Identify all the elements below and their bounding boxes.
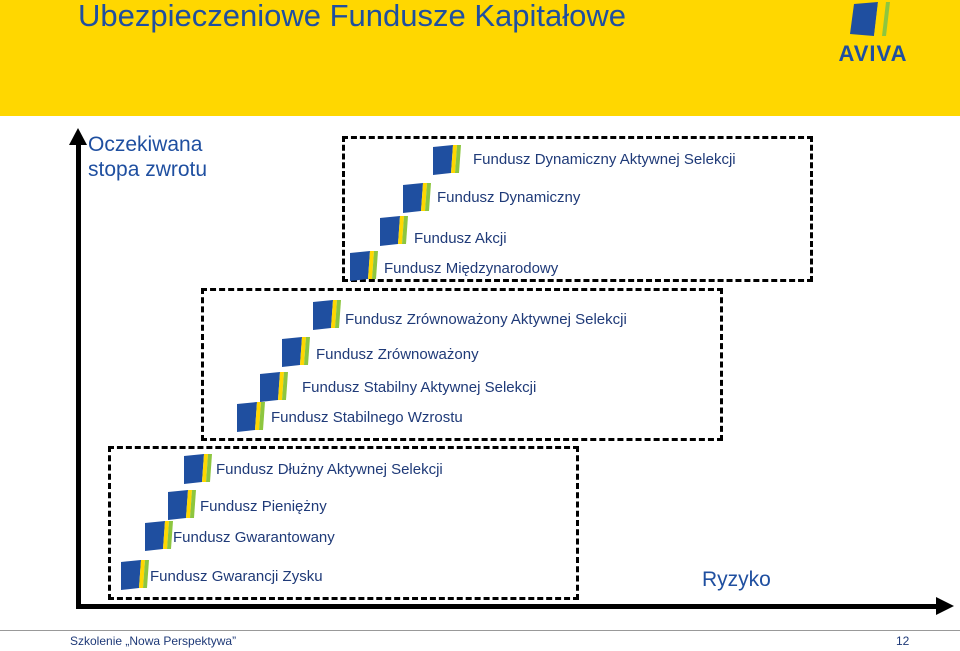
fund-flag-icon bbox=[313, 300, 341, 330]
y-axis bbox=[76, 143, 81, 609]
x-axis bbox=[76, 604, 938, 609]
page-number: 12 bbox=[896, 634, 910, 648]
fund-label: Fundusz Dynamiczny Aktywnej Selekcji bbox=[473, 151, 736, 168]
fund-flag-icon bbox=[237, 402, 265, 432]
fund-label: Fundusz Zrównoważony Aktywnej Selekcji bbox=[345, 311, 627, 328]
header-bar bbox=[0, 0, 960, 116]
fund-flag-icon bbox=[350, 251, 378, 281]
fund-flag-icon bbox=[168, 490, 196, 520]
fund-label: Fundusz Dynamiczny bbox=[437, 189, 581, 206]
fund-label: Fundusz Zrównoważony bbox=[316, 346, 479, 363]
fund-flag-icon bbox=[403, 183, 431, 213]
aviva-logo-text: AVIVA bbox=[838, 41, 908, 66]
fund-flag-icon bbox=[380, 216, 408, 246]
fund-label: Fundusz Stabilnego Wzrostu bbox=[271, 409, 463, 426]
fund-label: Fundusz Międzynarodowy bbox=[384, 260, 559, 277]
fund-flag-icon bbox=[433, 145, 461, 175]
page-title: Ubezpieczeniowe Fundusze Kapitałowe bbox=[78, 0, 626, 33]
fund-flag-icon bbox=[184, 454, 212, 484]
fund-label: Fundusz Stabilny Aktywnej Selekcji bbox=[302, 379, 537, 396]
footer-text: Szkolenie „Nowa Perspektywa” bbox=[70, 634, 237, 648]
y-axis-label: Oczekiwana stopa zwrotu bbox=[88, 133, 208, 181]
fund-flag-icon bbox=[145, 521, 173, 551]
fund-label: Fundusz Gwarantowany bbox=[173, 529, 335, 546]
x-axis-label: Ryzyko bbox=[702, 568, 771, 591]
fund-flag-icon bbox=[282, 337, 310, 367]
fund-label: Fundusz Pieniężny bbox=[200, 498, 327, 515]
fund-label: Fundusz Akcji bbox=[414, 230, 507, 247]
fund-label: Fundusz Gwarancji Zysku bbox=[150, 568, 323, 585]
x-axis-arrowhead bbox=[936, 597, 954, 615]
fund-flag-icon bbox=[260, 372, 288, 402]
fund-label: Fundusz Dłużny Aktywnej Selekcji bbox=[216, 461, 443, 478]
fund-flag-icon bbox=[121, 560, 149, 590]
footer-divider bbox=[0, 630, 960, 631]
